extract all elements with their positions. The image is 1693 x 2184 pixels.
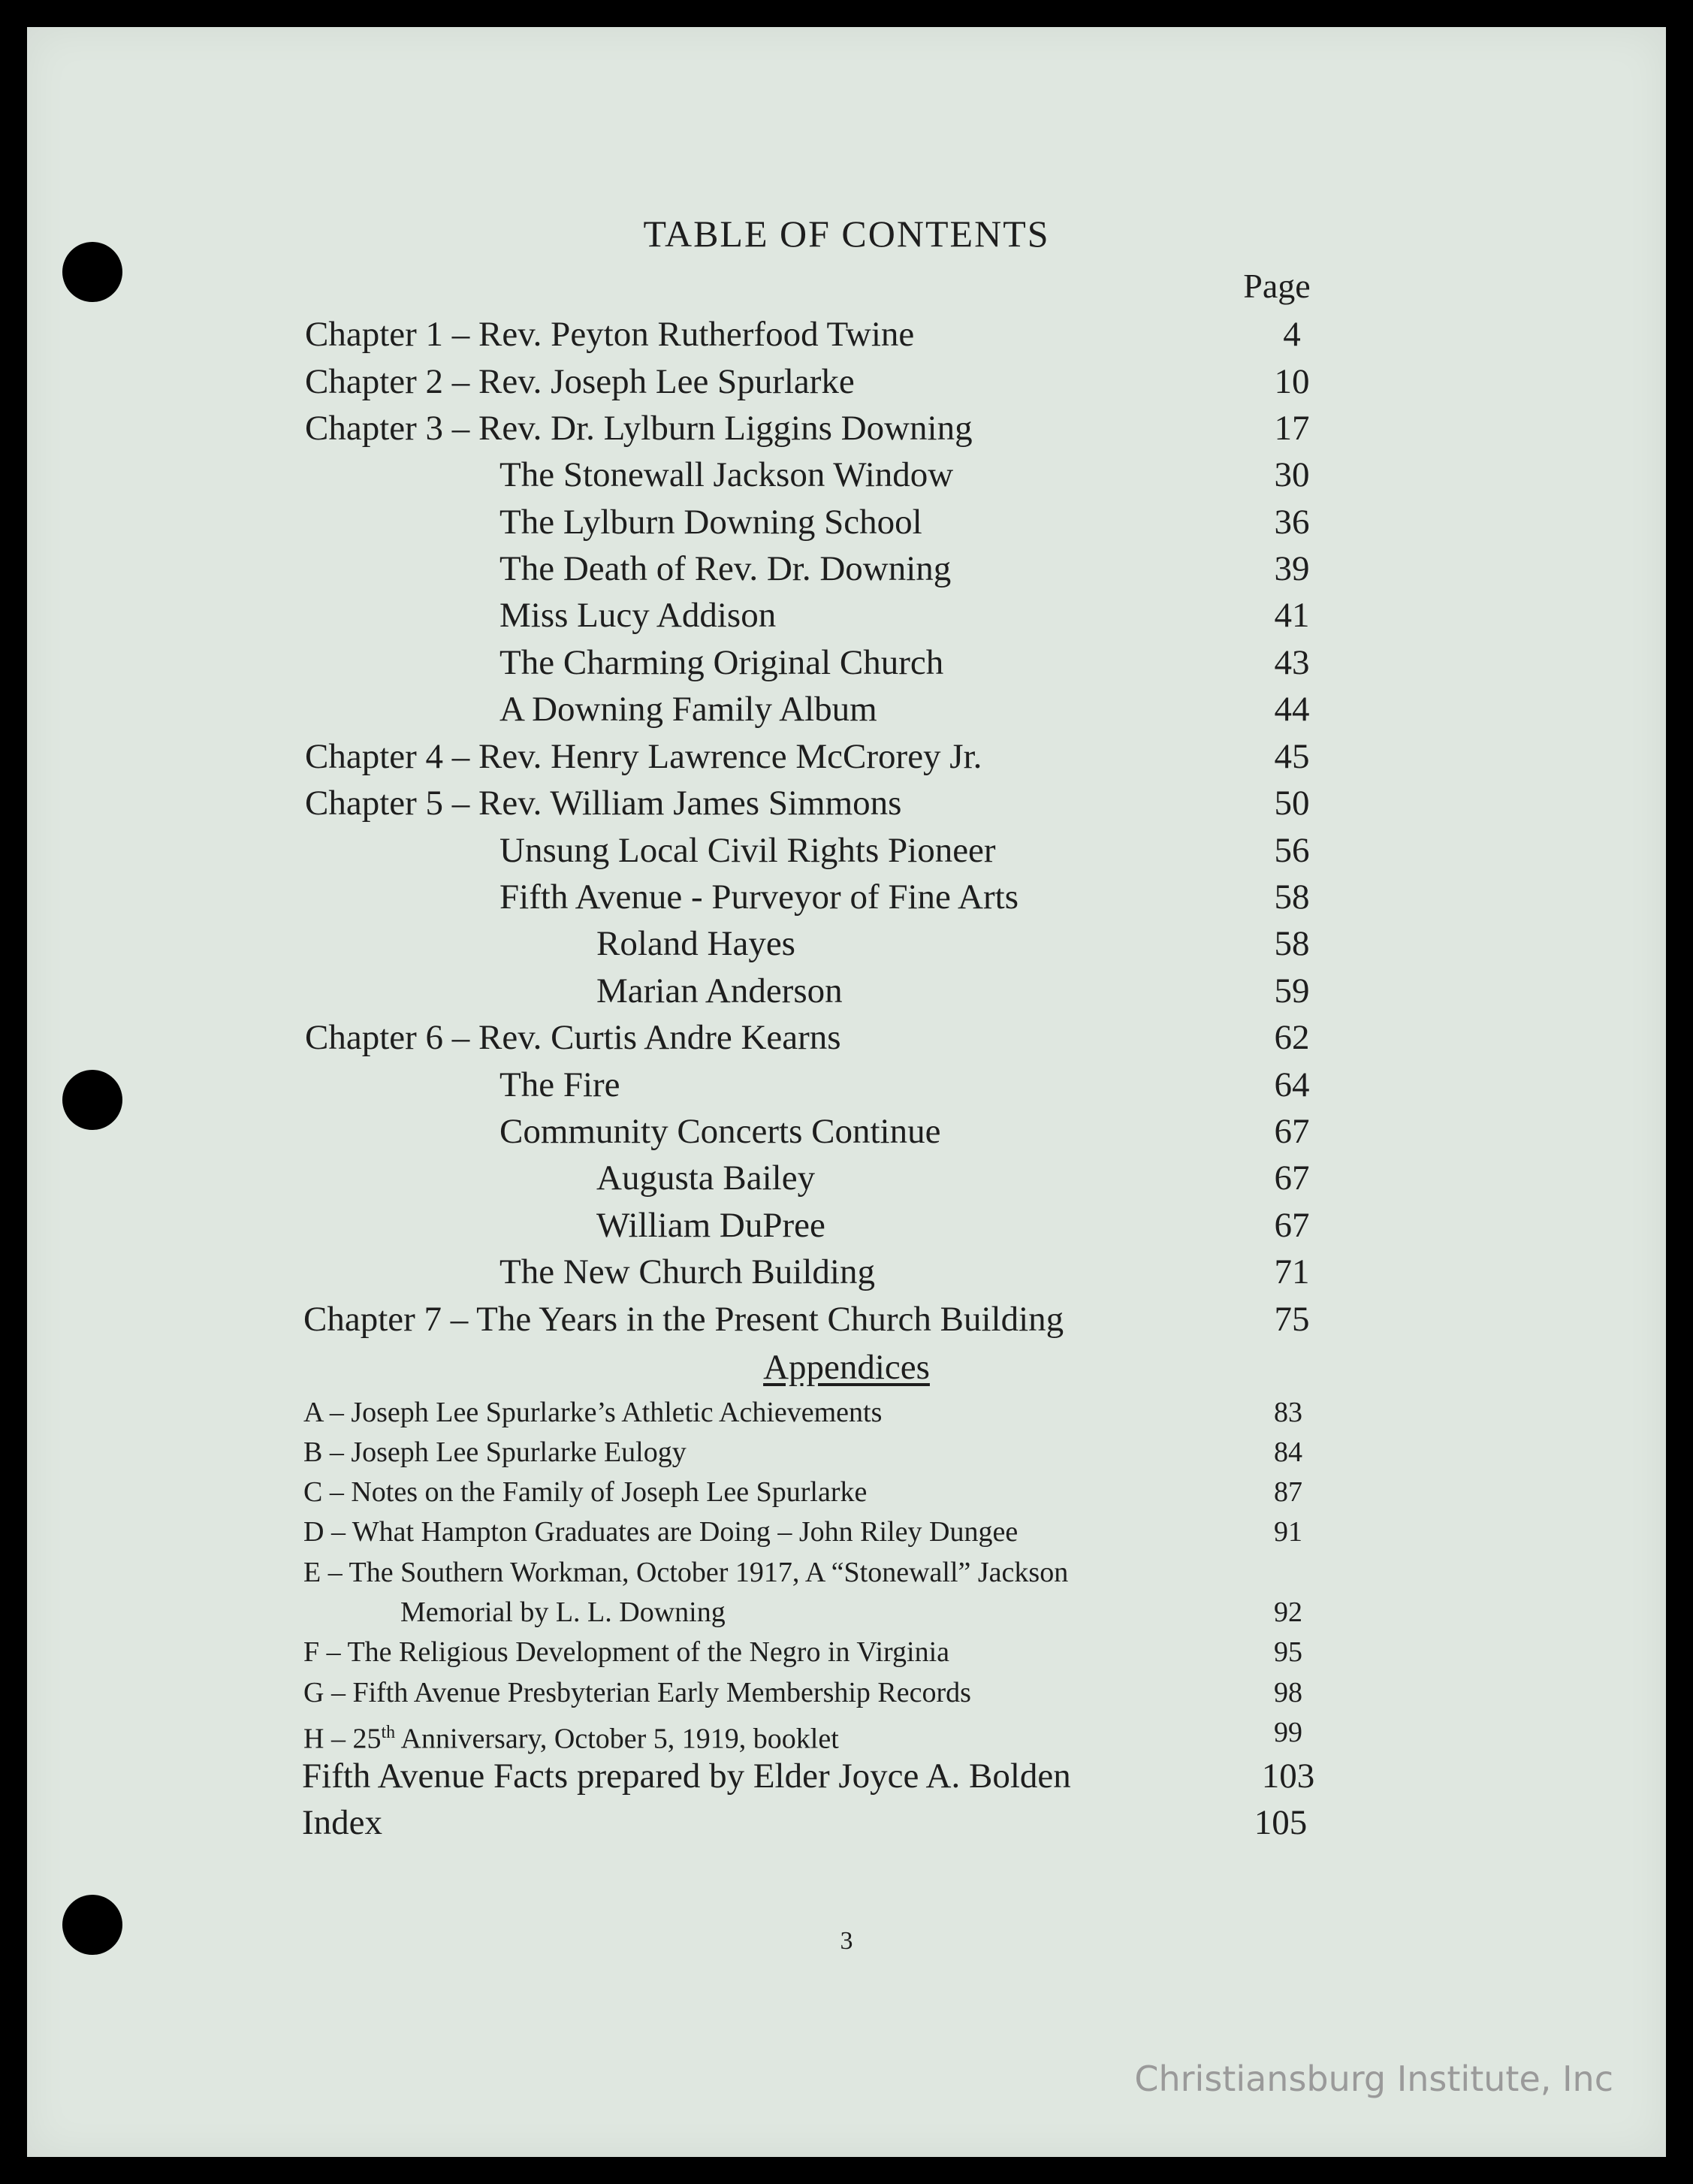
toc-entry-label: A Downing Family Album [499,690,877,729]
toc-entry [0,1108,1693,1155]
toc-entry-page: 30 [1274,455,1310,494]
toc-entry-label: Chapter 7 – The Years in the Present Church Building [303,1300,1064,1339]
toc-entry-page: 75 [1274,1300,1310,1339]
appendix-label: Memorial by L. L. Downing [400,1596,726,1628]
toc-entry-page: 39 [1274,549,1310,588]
toc-entry-label: Chapter 6 – Rev. Curtis Andre Kearns [305,1018,841,1057]
appendix-entry [0,1712,1693,1753]
toc-entry-label: Chapter 2 – Rev. Joseph Lee Spurlarke [305,362,855,401]
toc-entry-page: 59 [1274,971,1310,1010]
toc-entry [0,780,1693,826]
toc-entry-page: 4 [1283,315,1301,354]
toc-entry-page: 17 [1274,409,1310,448]
toc-entry [0,639,1693,686]
appendix-page: 83 [1274,1397,1302,1428]
toc-entry [0,405,1693,452]
toc-entry-label: Index [302,1803,383,1842]
appendix-page: 92 [1274,1596,1302,1628]
toc-entry [0,1753,1693,1799]
toc-entry-page: 41 [1274,596,1310,635]
toc-entry-page: 67 [1274,1158,1310,1198]
toc-entry-page: 67 [1274,1206,1310,1245]
appendix-label: B – Joseph Lee Spurlarke Eulogy [303,1436,687,1468]
appendices-heading: Appendices [763,1348,930,1387]
appendix-page: 95 [1274,1636,1302,1668]
toc-entry-label: The Lylburn Downing School [499,503,922,542]
toc-entry-label: William DuPree [596,1206,825,1245]
toc-entry [0,1799,1693,1846]
toc-entry-page: 45 [1274,737,1310,776]
toc-entry-page: 56 [1274,831,1310,870]
toc-entry-label: Marian Anderson [596,971,843,1010]
toc-entry-label: Community Concerts Continue [499,1112,941,1151]
toc-entry [0,499,1693,545]
toc-entry-label: Fifth Avenue - Purveyor of Fine Arts [499,878,1019,917]
toc-entry [0,452,1693,498]
toc-entry-label: The Death of Rev. Dr. Downing [499,549,952,588]
appendix-entry [0,1512,1693,1552]
appendix-label: E – The Southern Workman, October 1917, A “Stonewall” Jackson [303,1557,1069,1588]
toc-entry-label: Augusta Bailey [596,1158,816,1198]
ordinal-suffix: th [381,1723,396,1742]
toc-entry-label: The Fire [499,1065,620,1104]
toc-entry [0,358,1693,405]
toc-entry-page: 103 [1261,1757,1315,1796]
toc-entry-page: 64 [1274,1065,1310,1104]
appendix-page: 84 [1274,1436,1302,1468]
toc-entry-label: Chapter 5 – Rev. William James Simmons [305,784,902,823]
toc-entry [0,592,1693,639]
toc-entry-page: 62 [1274,1018,1310,1057]
toc-entry-page: 58 [1274,924,1310,963]
toc-entry [0,827,1693,874]
page-column-header: Page [1243,267,1311,305]
appendix-page: 91 [1274,1516,1302,1548]
toc-entry-label: Chapter 1 – Rev. Peyton Rutherfood Twine [305,315,915,354]
appendix-entry [0,1672,1693,1713]
appendix-entry [0,1552,1693,1593]
toc-entry [0,545,1693,592]
toc-entry-page: 67 [1274,1112,1310,1151]
toc-entry [0,874,1693,920]
toc-entry-label: The Stonewall Jackson Window [499,455,954,494]
toc-entry [0,733,1693,780]
toc-entry-label: Chapter 3 – Rev. Dr. Lylburn Liggins Downing [305,409,973,448]
page-number: 3 [840,1927,853,1955]
toc-entry [0,1296,1693,1343]
appendix-page: 98 [1274,1677,1302,1708]
toc-entry [0,1062,1693,1108]
toc-entry-page: 105 [1254,1803,1308,1842]
toc-entry-label: Unsung Local Civil Rights Pioneer [499,831,996,870]
page-title: TABLE OF CONTENTS [643,213,1050,255]
toc-entry-label: The Charming Original Church [499,643,944,682]
appendix-label: D – What Hampton Graduates are Doing – John Riley Dungee [303,1516,1019,1548]
toc-entry-label: The New Church Building [499,1252,875,1291]
toc-entry [0,1155,1693,1201]
appendix-entry [0,1632,1693,1672]
toc-entry-label: Fifth Avenue Facts prepared by Elder Joyce A. Bolden [302,1757,1071,1796]
appendix-label: C – Notes on the Family of Joseph Lee Spurlarke [303,1476,868,1508]
appendix-entry [0,1392,1693,1433]
toc-entry [0,686,1693,733]
appendix-label: F – The Religious Development of the Negro in Virginia [303,1636,949,1668]
toc-entry-page: 58 [1274,878,1310,917]
appendix-label-suffix: Anniversary, October 5, 1919, booklet [395,1723,839,1755]
toc-entry-page: 36 [1274,503,1310,542]
toc-entry [0,1202,1693,1249]
appendix-entry [0,1472,1693,1512]
toc-entry-label: Roland Hayes [596,924,795,963]
toc-entry-page: 50 [1274,784,1310,823]
toc-entry-page: 71 [1274,1252,1310,1291]
appendix-entry [0,1592,1693,1633]
toc-entry [0,1014,1693,1061]
appendix-page: 87 [1274,1476,1302,1508]
watermark-text: Christiansburg Institute, Inc [1134,2059,1613,2099]
toc-entry-page: 43 [1274,643,1310,682]
toc-entry-page: 44 [1274,690,1310,729]
appendix-entry [0,1432,1693,1473]
toc-entry-label: Chapter 4 – Rev. Henry Lawrence McCrorey Jr. [305,737,982,776]
toc-entry-page: 10 [1274,362,1310,401]
toc-entry [0,311,1693,358]
toc-entry [0,1249,1693,1295]
toc-entry-label: Miss Lucy Addison [499,596,777,635]
toc-entry [0,968,1693,1014]
appendix-label-prefix: H – 25 [303,1723,382,1755]
appendix-label: A – Joseph Lee Spurlarke’s Athletic Achievements [303,1397,883,1428]
appendix-label: G – Fifth Avenue Presbyterian Early Membership Records [303,1677,971,1708]
toc-entry [0,920,1693,967]
appendix-page: 99 [1274,1717,1302,1748]
